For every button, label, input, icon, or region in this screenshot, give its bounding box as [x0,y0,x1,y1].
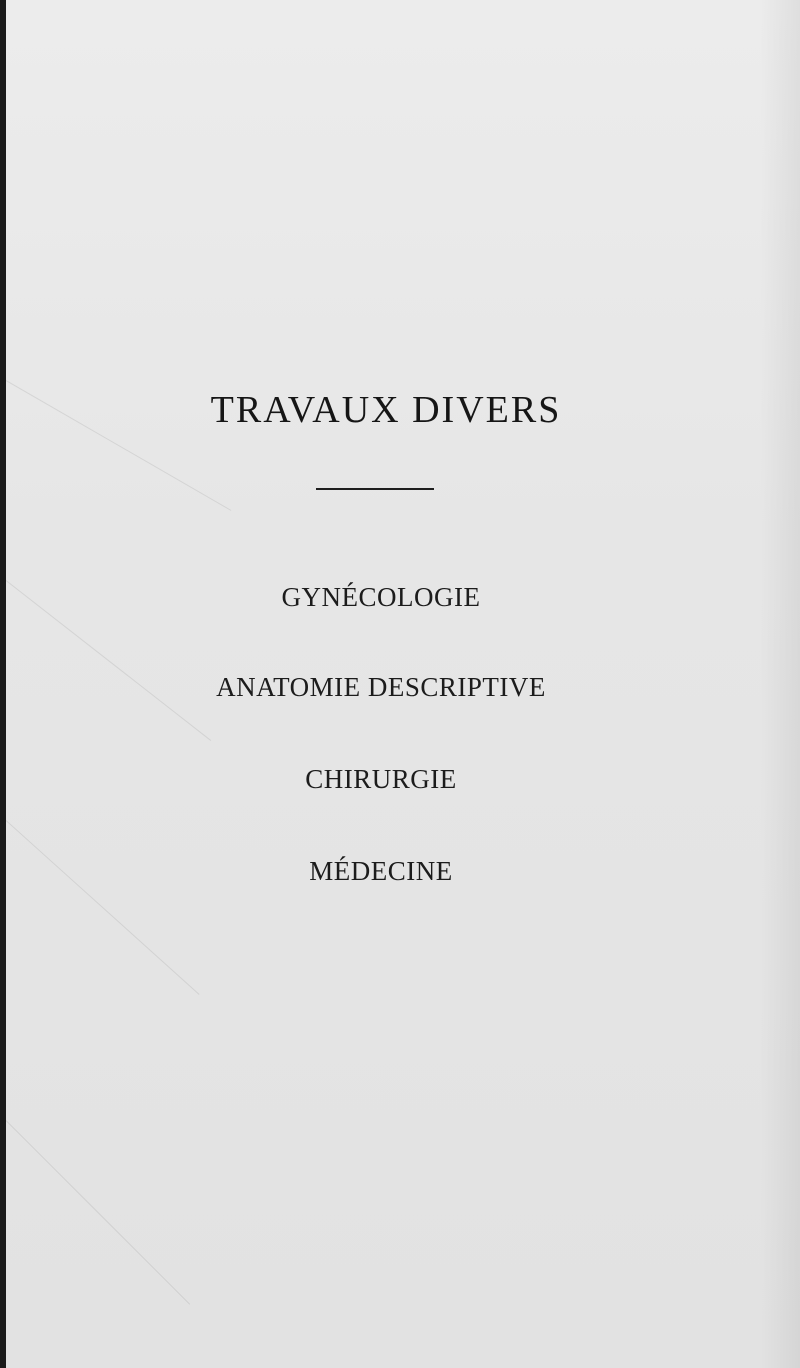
page-crease [6,1120,190,1305]
section-gynecologie: GYNÉCOLOGIE [281,582,481,612]
page-edge-shadow [760,0,800,1368]
page-crease [6,820,200,995]
book-page [6,0,800,1368]
title-rule [316,488,434,490]
section-anatomie-descriptive: ANATOMIE DESCRIPTIVE [216,672,546,702]
section-chirurgie: CHIRURGIE [305,764,457,794]
section-medecine: MÉDECINE [309,856,453,886]
page-title: TRAVAUX DIVERS [210,389,562,431]
